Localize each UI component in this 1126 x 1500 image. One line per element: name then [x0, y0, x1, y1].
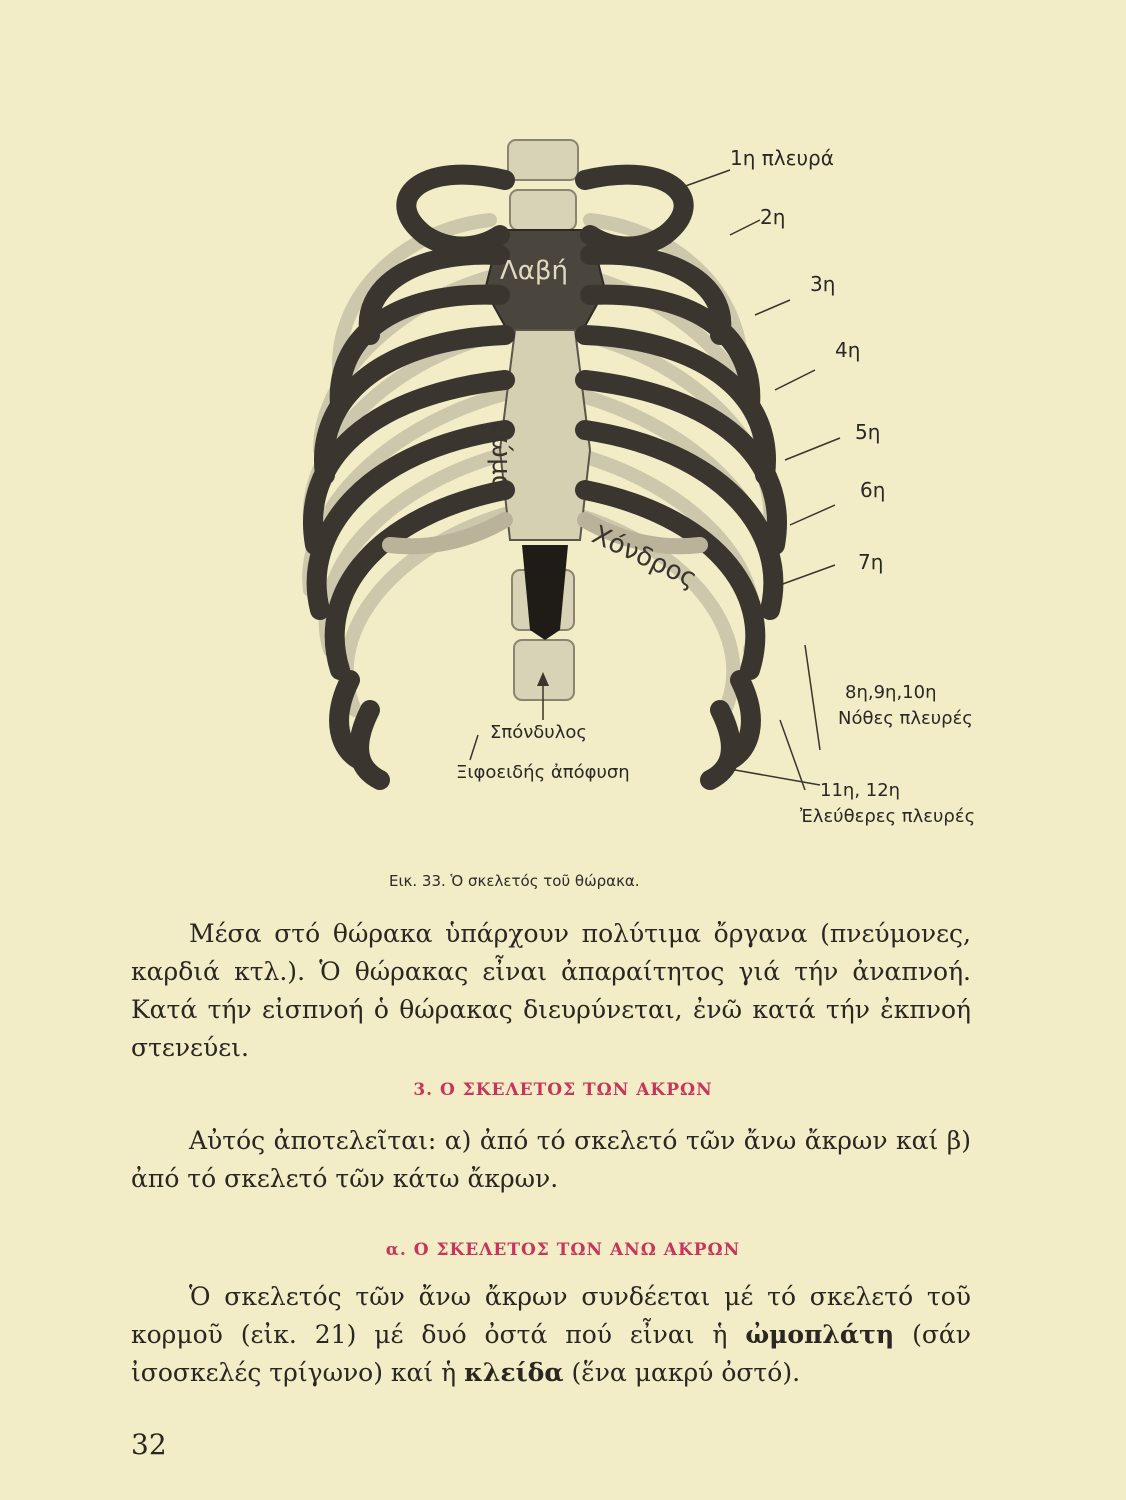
label-false-ribs-text: Νόθες πλευρές: [838, 708, 973, 729]
paragraph-3-text-e: (ἕνα μακρύ ὀστό).: [563, 1358, 801, 1387]
label-rib-3: 3η: [810, 272, 836, 296]
label-xiphoid: Ξιφοειδής ἀπόφυση: [456, 762, 630, 783]
label-floating-ribs-text: Ἐλεύθερες πλευρές: [800, 806, 976, 827]
label-sternum-body: Σώμα: [486, 420, 516, 492]
paragraph-3-text-c: (σάν ἰσοσκελές τρίγωνο) καί ἡ: [131, 1320, 971, 1387]
label-rib-7: 7η: [858, 550, 884, 574]
label-cartilage: Χόνδρος: [587, 520, 702, 595]
paragraph-2-text: Αὐτός ἀποτελεῖται: α) ἀπό τό σκελετό τῶν ἄνω ἄκρων καί β) ἀπό τό σκελετό τῶν κάτω ἄκρων.: [131, 1126, 971, 1193]
figure-caption: Εικ. 33. Ὁ σκελετός τοῦ θώρακα.: [389, 872, 640, 890]
label-vertebra: Σπόνδυλος: [490, 722, 587, 743]
label-false-ribs-numbers: 8η,9η,10η: [845, 682, 937, 703]
rib-cage-figure: [260, 120, 980, 840]
section-heading-1: 3. Ο ΣΚΕΛΕΤΟΣ ΤΩΝ ΑΚΡΩΝ: [413, 1080, 713, 1100]
paragraph-2: [131, 1122, 971, 1198]
label-floating-ribs-numbers: 11η, 12η: [820, 780, 901, 801]
label-rib-1: 1η πλευρά: [730, 146, 834, 170]
section-heading-2: α. Ο ΣΚΕΛΕΤΟΣ ΤΩΝ ΑΝΩ ΑΚΡΩΝ: [385, 1240, 741, 1260]
label-rib-6: 6η: [860, 478, 886, 502]
page-number: 32: [131, 1428, 167, 1461]
label-rib-4: 4η: [835, 338, 861, 362]
term-clavicle: κλείδα: [464, 1358, 564, 1387]
term-scapula: ὠμοπλάτη: [745, 1320, 895, 1349]
label-rib-5: 5η: [855, 420, 881, 444]
paragraph-1: [131, 915, 971, 1067]
paragraph-1-text: Μέσα στό θώρακα ὑπάρχουν πολύτιμα ὄργανα (πνεύμονες, καρδιά κτλ.). Ὁ θώρακας εἶναι ἀπαραίτητος γιά τήν ἀναπνοή. Κατά τήν εἰσπνοή ὁ θώρακας διευρύνεται, ἐνῶ κατά τήν ἐκπνοή στενεύει.: [131, 919, 971, 1062]
label-manubrium: Λαβή: [500, 256, 568, 286]
paragraph-3-text-a: Ὁ σκελετός τῶν ἄνω ἄκρων συνδέεται μέ τό σκελετό τοῦ κορμοῦ (εἰκ. 21) μέ δυό ὀστά πού εἶναι ἡ: [131, 1282, 971, 1349]
paragraph-3: [131, 1278, 971, 1392]
label-rib-2: 2η: [760, 205, 786, 229]
